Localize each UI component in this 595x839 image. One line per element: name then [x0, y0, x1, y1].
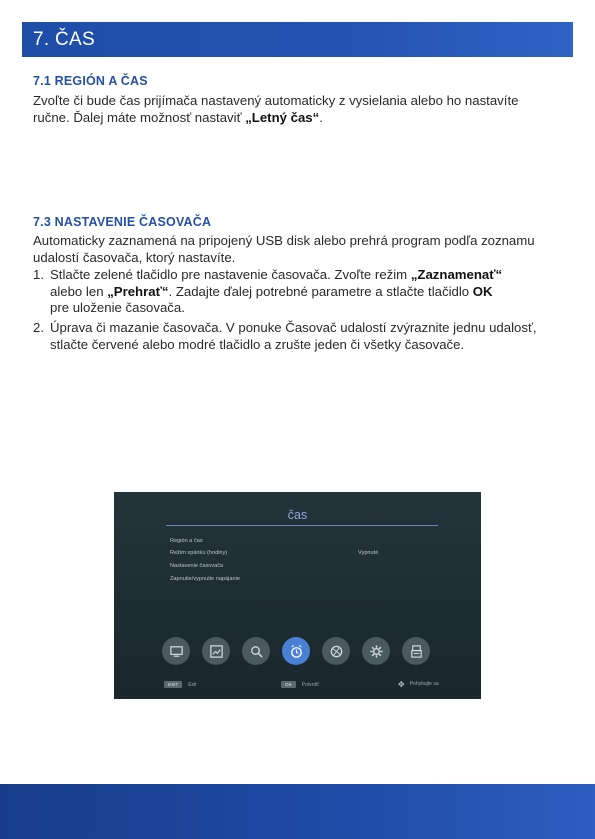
chapter-title: 7. ČAS [33, 28, 95, 50]
tv-icon-bar [162, 637, 432, 665]
section-heading-timer: 7.3 NASTAVENIE ČASOVAČA [33, 215, 212, 229]
tv-footer-move [398, 681, 439, 687]
section-region-time-text [33, 93, 573, 126]
text-line: Automaticky zaznamená na pripojený USB disk alebo prehrá program podľa zoznamu [33, 233, 535, 248]
search-icon[interactable] [242, 637, 270, 665]
section-heading-region-time: 7.1 REGIÓN A ČAS [33, 74, 148, 88]
tv-title-divider [166, 525, 438, 526]
text-line: udalostí časovača, ktorý nastavíte. [33, 249, 236, 265]
tv-icon[interactable] [162, 637, 190, 665]
globe-icon[interactable] [322, 637, 350, 665]
tv-menu-item-power[interactable]: Zapnutie/vypnutie napájanie [170, 576, 240, 582]
picture-icon[interactable] [202, 637, 230, 665]
tv-menu-item-sleep-mode[interactable]: Režim spánku (hodiny) [170, 550, 228, 556]
tv-menu-screenshot [114, 492, 481, 699]
move-label: Pohybujte sa [409, 681, 439, 687]
list-item [33, 267, 573, 317]
tv-menu-item-region-time[interactable]: Región a čas [170, 538, 203, 544]
move-arrows-icon: ✥ [398, 679, 405, 689]
exit-key: EXIT [164, 681, 182, 688]
ok-label: Potvrdiť [301, 681, 320, 688]
list-text: Úprava či mazanie časovača. V ponuke Časovač udalostí zvýraznite jednu udalosť, stlačte červené alebo modré tlačidlo a zrušte jeden či všetky časovače. [50, 320, 537, 352]
ok-key: OK [281, 681, 296, 688]
text-line: Zvoľte či bude čas prijímača nastavený automaticky z vysielania alebo ho nastavíte [33, 93, 519, 108]
chapter-header-bar [22, 22, 573, 57]
list-number: 2. [33, 320, 44, 335]
list-item [33, 320, 573, 353]
tv-footer-exit [164, 681, 197, 688]
page-footer-bar [0, 784, 595, 839]
list-text: Stlačte zelené tlačidlo pre nastavenie časovača. Zvoľte režim „Zaznamenať“ alebo len „Prehrať“. Zadajte ďalej potrebné parametre a stlačte tlačidlo OK pre uloženie časovača. [50, 267, 503, 315]
tv-sleep-mode-value: Vypnuté [358, 550, 379, 556]
clock-icon[interactable] [282, 637, 310, 665]
text-line: ručne. Ďalej máte možnosť nastaviť „Letný čas“. [33, 109, 323, 125]
section-timer-intro [33, 233, 573, 266]
usb-icon[interactable] [402, 637, 430, 665]
list-number: 1. [33, 267, 44, 282]
gear-icon[interactable] [362, 637, 390, 665]
exit-label: Exit [188, 681, 197, 688]
tv-menu-item-timer[interactable]: Nastavenie časovača [170, 563, 224, 569]
tv-footer-ok [281, 681, 319, 688]
tv-menu-title: čas [287, 508, 308, 522]
